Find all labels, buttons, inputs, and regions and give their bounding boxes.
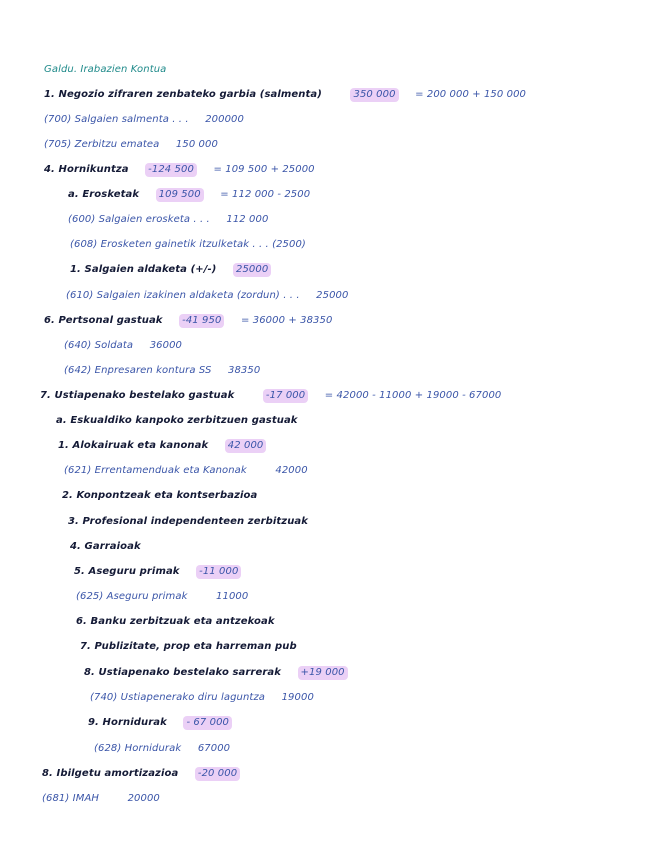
line-amount: 19000 [281, 692, 314, 703]
line-16 [64, 464, 308, 478]
line-amount: 42000 [275, 465, 308, 476]
line-amount: 25000 [233, 263, 271, 277]
line-label: 1. Alokairuak eta kanonak [58, 440, 209, 451]
line-label: 4. Hornikuntza [44, 164, 129, 175]
line-25 [90, 691, 314, 705]
line-amount: 36000 [149, 340, 183, 351]
line-amount: -17 000 [263, 389, 308, 403]
line-amount: 42 000 [225, 439, 267, 453]
line-26 [88, 716, 232, 730]
line-label: (642) Enpresaren kontura SS [64, 365, 212, 376]
line-14 [56, 414, 298, 428]
line-calc: = 42000 - 11000 + 19000 - 67000 [324, 390, 502, 401]
line-amount: - 67 000 [183, 716, 232, 730]
line-label: (610) Salgaien izakinen aldaketa (zordun) . . . [66, 290, 300, 301]
line-29 [42, 792, 160, 806]
line-amount: 112 000 [226, 214, 269, 225]
line-4 [44, 163, 315, 177]
line-calc: = 112 000 - 2500 [220, 189, 311, 200]
line-label: 6. Pertsonal gastuak [44, 315, 163, 326]
line-label: (600) Salgaien erosketa . . . [68, 214, 210, 225]
line-22 [76, 615, 275, 629]
line-17 [62, 489, 257, 503]
line-23 [80, 640, 297, 654]
line-27 [94, 742, 230, 756]
line-12 [64, 364, 260, 378]
page-title [44, 63, 166, 77]
line-15 [58, 439, 266, 453]
line-label: (628) Hornidurak [94, 743, 182, 754]
line-20 [74, 565, 241, 579]
line-label: 2. Konpontzeak eta kontserbazioa [62, 490, 258, 501]
line-3 [44, 138, 218, 152]
title-text: Galdu. Irabazien Kontua [44, 64, 167, 75]
line-amount: -124 500 [145, 163, 197, 177]
line-18 [68, 515, 308, 529]
line-label: (705) Zerbitzu ematea [44, 139, 160, 150]
line-label: 3. Profesional independenteen zerbitzuak [68, 516, 309, 527]
line-10 [44, 314, 332, 328]
line-28 [42, 767, 240, 781]
line-amount: 200000 [205, 114, 244, 125]
line-label: 7. Ustiapenako bestelako gastuak [40, 390, 235, 401]
line-calc: = 109 500 + 25000 [213, 164, 315, 175]
line-label: a. Erosketak [68, 189, 140, 200]
line-label: (681) IMAH [42, 793, 100, 804]
line-24 [84, 666, 348, 680]
line-13 [40, 389, 501, 403]
line-amount: 20000 [127, 793, 160, 804]
line-calc: = 36000 + 38350 [241, 315, 333, 326]
line-label: 8. Ustiapenako bestelako sarrerak [84, 667, 281, 678]
line-label: 7. Publizitate, prop eta harreman pub [80, 641, 297, 652]
line-amount: 38350 [227, 365, 261, 376]
line-label: 6. Banku zerbitzuak eta antzekoak [76, 616, 275, 627]
line-amount: +19 000 [298, 666, 348, 680]
line-21 [76, 590, 248, 604]
line-amount: 25000 [316, 290, 349, 301]
line-9 [66, 289, 348, 303]
line-amount: -11 000 [196, 565, 241, 579]
line-label: a. Eskualdiko kanpoko zerbitzuen gastuak [56, 415, 298, 426]
line-8 [70, 263, 271, 277]
line-7 [70, 238, 306, 252]
line-6 [68, 213, 268, 227]
line-amount: 11000 [216, 591, 249, 602]
line-2 [44, 113, 244, 127]
line-label: 1. Negozio zifraren zenbateko garbia (salmenta) [44, 89, 322, 100]
line-label: 4. Garraioak [70, 541, 141, 552]
line-label: (740) Ustiapenerako diru laguntza [90, 692, 266, 703]
line-label: (700) Salgaien salmenta . . . [44, 114, 189, 125]
line-amount: -41 950 [179, 314, 224, 328]
line-amount: 109 500 [156, 188, 204, 202]
line-calc: = 200 000 + 150 000 [415, 89, 527, 100]
line-label: 9. Hornidurak [88, 717, 167, 728]
line-amount: 350 000 [350, 88, 398, 102]
line-amount: (2500) [272, 239, 306, 250]
line-amount: -20 000 [195, 767, 240, 781]
line-label: (621) Errentamenduak eta Kanonak [64, 465, 247, 476]
line-label: (625) Aseguru primak [76, 591, 188, 602]
line-amount: 150 000 [175, 139, 218, 150]
line-label: 8. Ibilgetu amortizazioa [42, 768, 179, 779]
line-label: 5. Aseguru primak [74, 566, 180, 577]
line-label: (640) Soldata [64, 340, 134, 351]
line-amount: 67000 [197, 743, 231, 754]
line-5 [68, 188, 310, 202]
line-label: (608) Erosketen gainetik itzulketak . . . [70, 239, 269, 250]
line-label: 1. Salgaien aldaketa (+/-) [70, 264, 217, 275]
line-19 [70, 540, 141, 554]
line-1 [44, 88, 526, 102]
line-11 [64, 339, 182, 353]
